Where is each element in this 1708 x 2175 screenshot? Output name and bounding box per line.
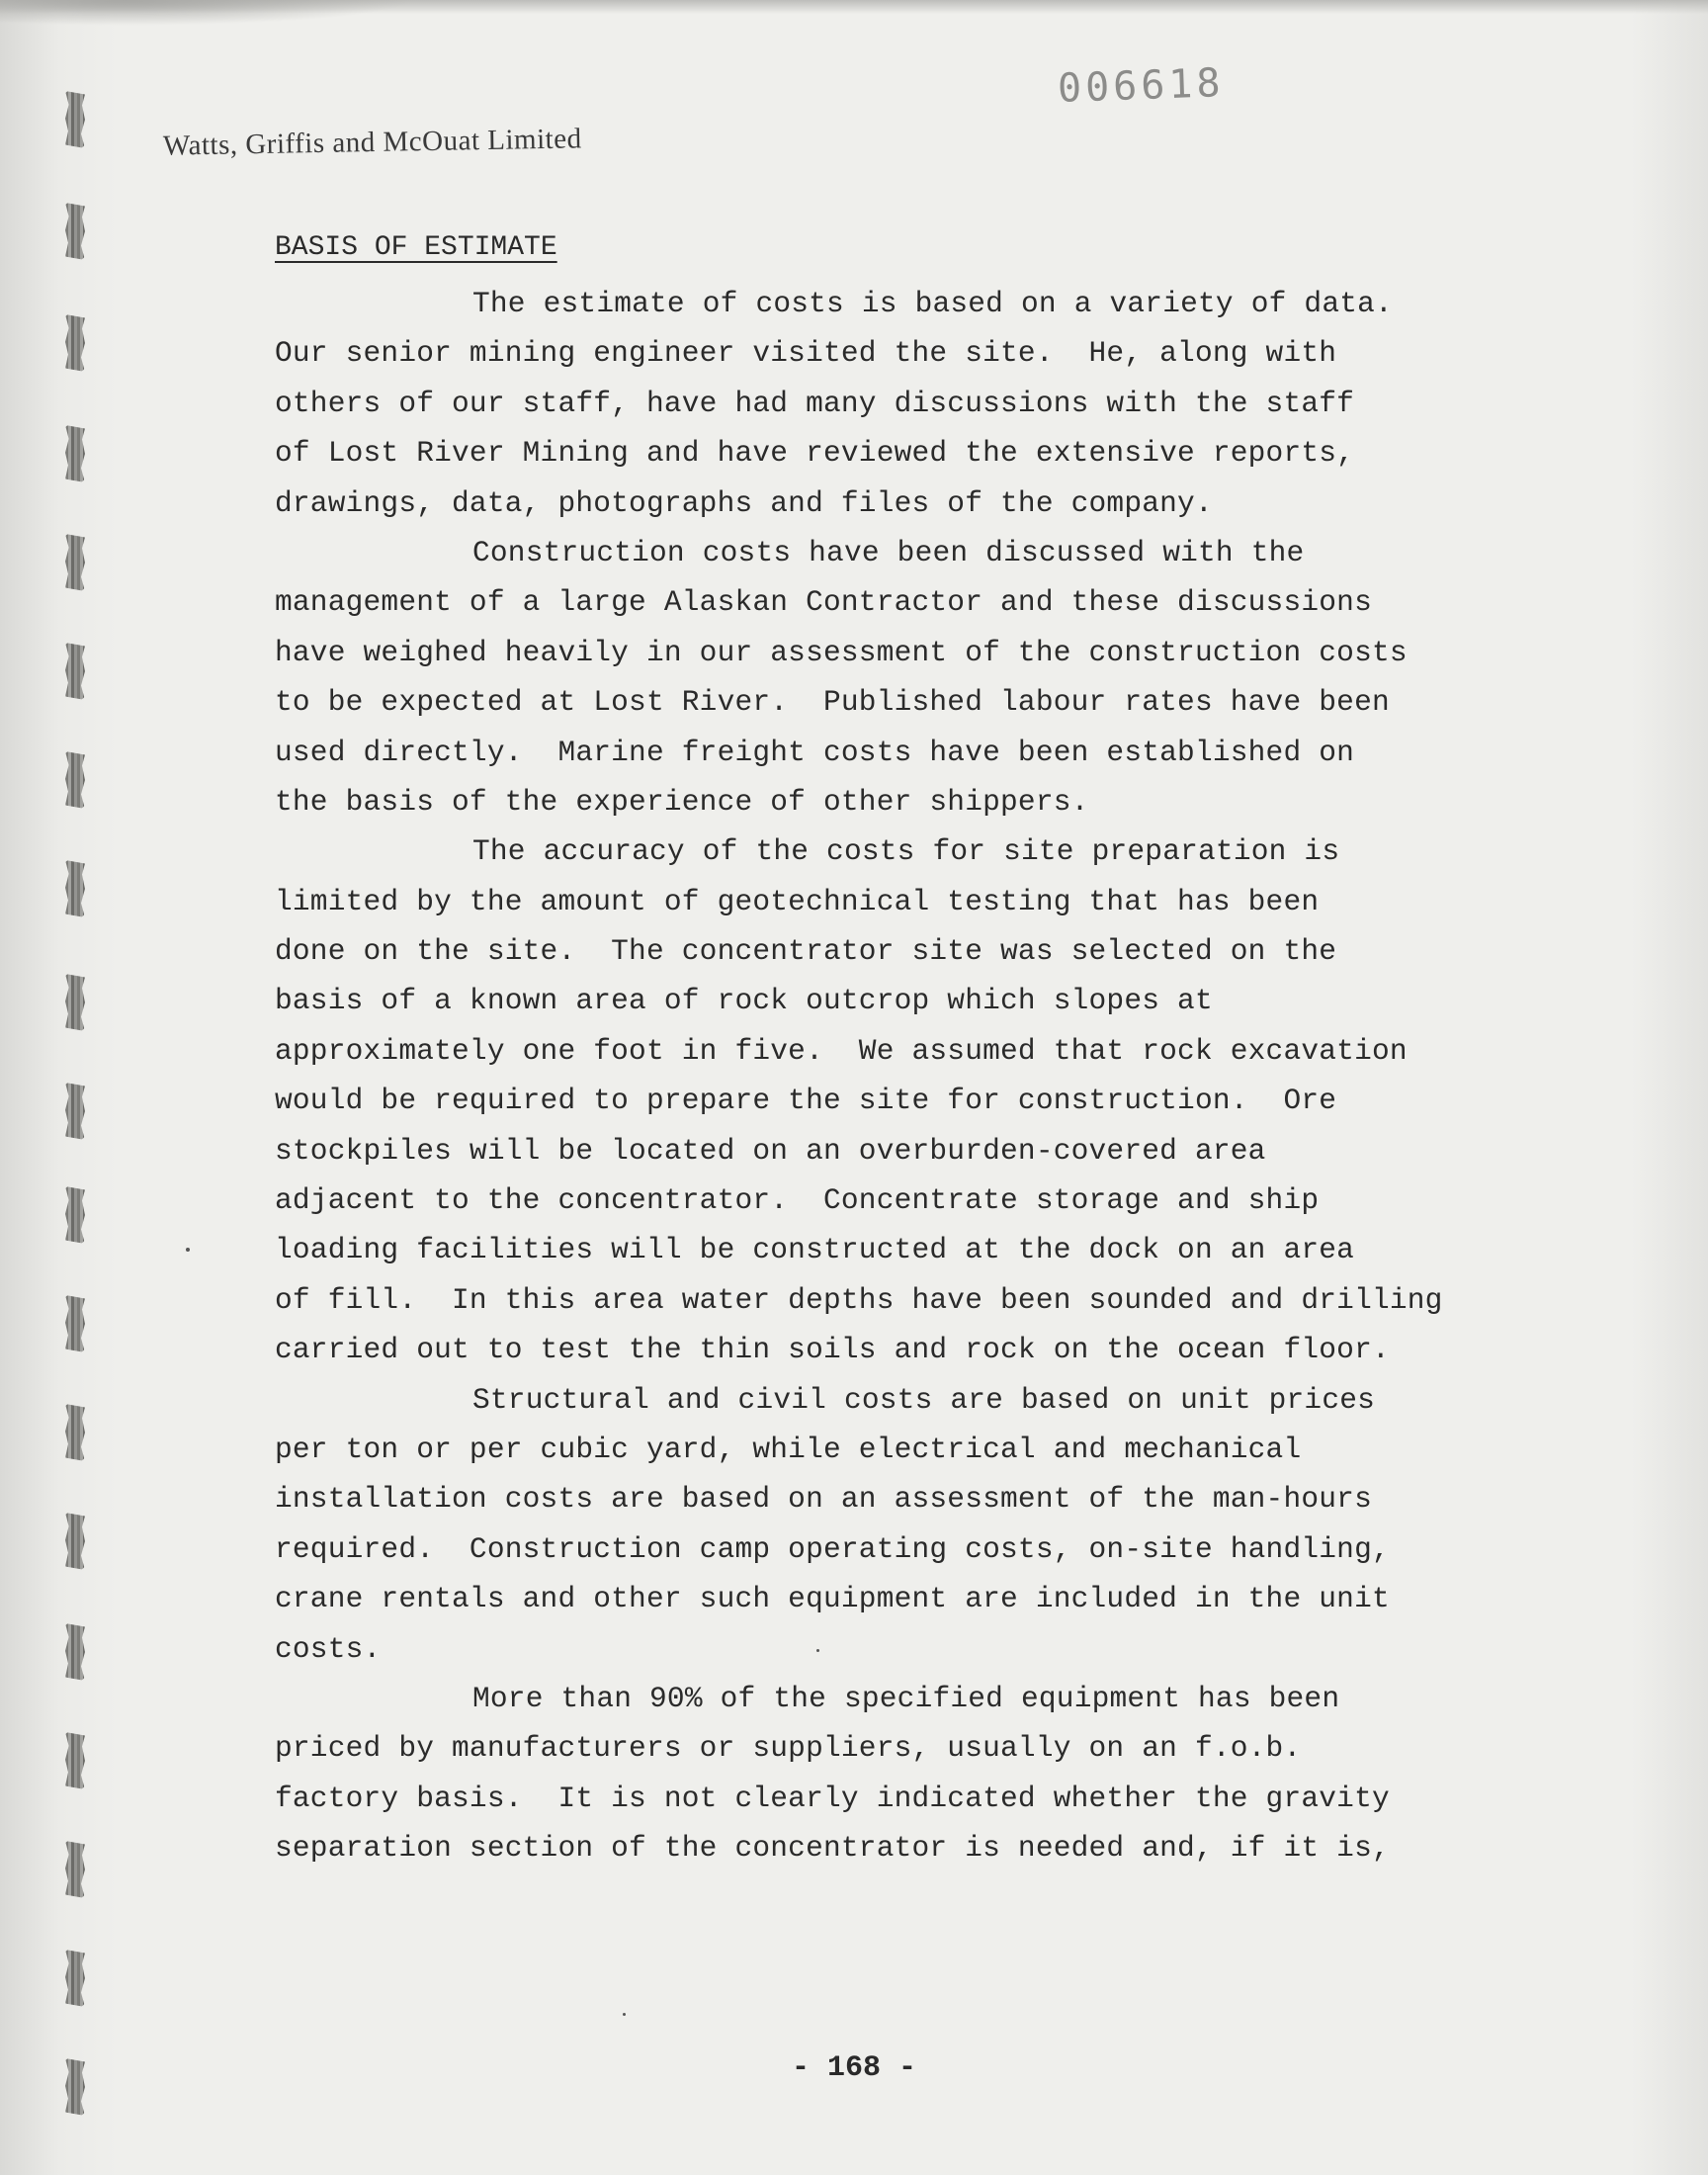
text-line: the basis of the experience of other shippers. xyxy=(275,784,1089,819)
binding-ring xyxy=(65,1295,85,1352)
scan-speck xyxy=(623,2013,626,2016)
text-line: required. Construction camp operating costs, on-site handling, xyxy=(275,1531,1390,1566)
text-line: of Lost River Mining and have reviewed the extensive reports, xyxy=(275,436,1355,471)
binding-ring xyxy=(65,534,85,591)
text-line: loading facilities will be constructed at the dock on an area xyxy=(275,1233,1355,1267)
spiral-binding xyxy=(51,0,101,2175)
text-line: to be expected at Lost River. Published labour rates have been xyxy=(275,685,1390,720)
body-text xyxy=(275,279,1599,1873)
text-line: separation section of the concentrator is needed and, if it is, xyxy=(275,1831,1390,1866)
binding-ring xyxy=(65,1732,85,1789)
section-heading: BASIS OF ESTIMATE xyxy=(275,232,557,263)
text-line: done on the site. The concentrator site was selected on the xyxy=(275,934,1337,969)
binding-ring xyxy=(65,1950,85,2007)
text-line: others of our staff, have had many discussions with the staff xyxy=(275,386,1355,420)
text-line: More than 90% of the specified equipment has been xyxy=(472,1681,1340,1715)
text-line: used directly. Marine freight costs have been established on xyxy=(275,735,1355,769)
binding-ring xyxy=(65,203,85,260)
binding-ring xyxy=(65,974,85,1031)
text-line: priced by manufacturers or suppliers, usually on an f.o.b. xyxy=(275,1731,1302,1766)
letterhead: Watts, Griffis and McOuat Limited xyxy=(162,123,582,162)
text-line: Our senior mining engineer visited the site. He, along with xyxy=(275,336,1337,371)
page-number: - 168 - xyxy=(791,2051,917,2085)
text-line: basis of a known area of rock outcrop which slopes at xyxy=(275,984,1213,1018)
text-line: limited by the amount of geotechnical testing that has been xyxy=(275,884,1320,918)
text-line: Structural and civil costs are based on unit prices xyxy=(472,1382,1376,1417)
text-line: The accuracy of the costs for site preparation is xyxy=(472,834,1340,869)
text-line: installation costs are based on an assessment of the man-hours xyxy=(275,1482,1372,1517)
scan-speck xyxy=(186,1248,190,1252)
document-number: 006618 xyxy=(1057,60,1226,112)
text-line: management of a large Alaskan Contractor and these discussions xyxy=(275,585,1372,620)
binding-ring xyxy=(65,1841,85,1898)
binding-ring xyxy=(65,751,85,809)
scan-speck xyxy=(816,1649,819,1652)
text-line: would be required to prepare the site for construction. Ore xyxy=(275,1084,1337,1118)
text-line: stockpiles will be located on an overburden-covered area xyxy=(275,1133,1266,1168)
binding-ring xyxy=(65,1404,85,1461)
text-line: Construction costs have been discussed with the xyxy=(472,535,1305,569)
text-line: drawings, data, photographs and files of the company. xyxy=(275,485,1213,520)
text-line: adjacent to the concentrator. Concentrate storage and ship xyxy=(275,1183,1320,1218)
binding-ring xyxy=(65,1083,85,1140)
binding-ring xyxy=(65,91,85,148)
binding-ring xyxy=(65,860,85,917)
text-line: carried out to test the thin soils and rock on the ocean floor. xyxy=(275,1333,1390,1367)
text-line: approximately one foot in five. We assumed that rock excavation xyxy=(275,1033,1408,1068)
text-line: factory basis. It is not clearly indicated whether the gravity xyxy=(275,1781,1390,1815)
text-line: The estimate of costs is based on a variety of data. xyxy=(472,287,1393,320)
text-line: per ton or per cubic yard, while electrical and mechanical xyxy=(275,1432,1302,1466)
binding-ring xyxy=(65,1186,85,1244)
text-line: costs. xyxy=(275,1631,382,1666)
binding-ring xyxy=(65,1513,85,1570)
text-line: have weighed heavily in our assessment of the construction costs xyxy=(275,635,1408,669)
binding-ring xyxy=(65,643,85,700)
text-line: crane rentals and other such equipment are included in the unit xyxy=(275,1582,1390,1616)
text-line: of fill. In this area water depths have been sounded and drilling xyxy=(275,1282,1443,1317)
binding-ring xyxy=(65,1623,85,1681)
binding-ring xyxy=(65,314,85,372)
binding-ring xyxy=(65,425,85,482)
